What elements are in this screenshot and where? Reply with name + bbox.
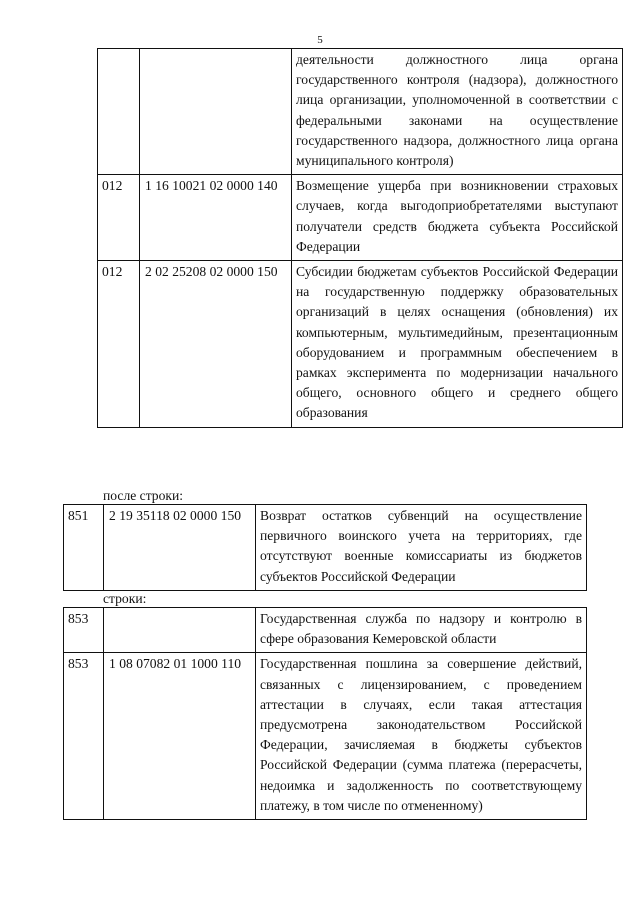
revenue-description-cell: Возмещение ущерба при возникновении страховых случаев, когда выгодоприобретателями выступают получатели средств бюджета субъекта Российской Федерации bbox=[292, 175, 623, 261]
budget-classification-code-cell: 2 19 35118 02 0000 150 bbox=[104, 505, 256, 591]
revenue-description-cell: Государственная пошлина за совершение действий, связанных с лицензированием, с проведением аттестации в случаях, если такая аттестация предусмотрена законодательством Российской Федерации, зачисляемая в бюджеты субъектов Российской Федерации (сумма платежа (перерасчеты, недоимка и задолженность по соответствующему платежу, в том числе по отмененному) bbox=[256, 653, 587, 820]
revenue-description-cell: Возврат остатков субвенций на осуществление первичного воинского учета на территориях, где отсутствуют военные комиссариаты из бюджетов субъектов Российской Федерации bbox=[256, 505, 587, 591]
budget-classification-code-cell: 2 02 25208 02 0000 150 bbox=[140, 261, 292, 428]
admin-code-cell: 853 bbox=[64, 608, 104, 653]
budget-classification-code-cell: 1 08 07082 01 1000 110 bbox=[104, 653, 256, 820]
inserted-row-table bbox=[63, 504, 587, 591]
rows-caption: строки: bbox=[103, 591, 147, 606]
admin-code-cell: 012 bbox=[98, 175, 140, 261]
budget-classification-code-cell bbox=[104, 608, 256, 653]
admin-code-cell: 851 bbox=[64, 505, 104, 591]
table-row bbox=[64, 653, 587, 820]
admin-code-cell: 853 bbox=[64, 653, 104, 820]
table-row bbox=[98, 49, 623, 175]
revenue-description-cell: Государственная служба по надзору и контролю в сфере образования Кемеровской области bbox=[256, 608, 587, 653]
revenue-description-cell: Субсидии бюджетам субъектов Российской Федерации на государственную поддержку образовательных организаций в целях оснащения (обновления) их компьютерным, мультимедийным, презентационным оборудованием и программным обеспечением в рамках эксперимента по модернизации начального общего, основного общего и среднего общего образования bbox=[292, 261, 623, 428]
revenue-description-cell: деятельности должностного лица органа государственного контроля (надзора), должностного лица организации, уполномоченной в соответствии с федеральными законами на осуществление государственного надзора, должностного лица органа муниципального контроля) bbox=[292, 49, 623, 175]
budget-classification-code-cell: 1 16 10021 02 0000 140 bbox=[140, 175, 292, 261]
admin-code-cell: 012 bbox=[98, 261, 140, 428]
table-row bbox=[98, 261, 623, 428]
after-row-caption: после строки: bbox=[103, 488, 184, 503]
table-row bbox=[64, 608, 587, 653]
page-number: 5 bbox=[317, 34, 323, 46]
supervision-service-table bbox=[63, 607, 587, 820]
admin-code-cell bbox=[98, 49, 140, 175]
table-row bbox=[98, 175, 623, 261]
budget-classification-code-cell bbox=[140, 49, 292, 175]
revenue-codes-table-continued bbox=[97, 48, 623, 428]
table-row bbox=[64, 505, 587, 591]
